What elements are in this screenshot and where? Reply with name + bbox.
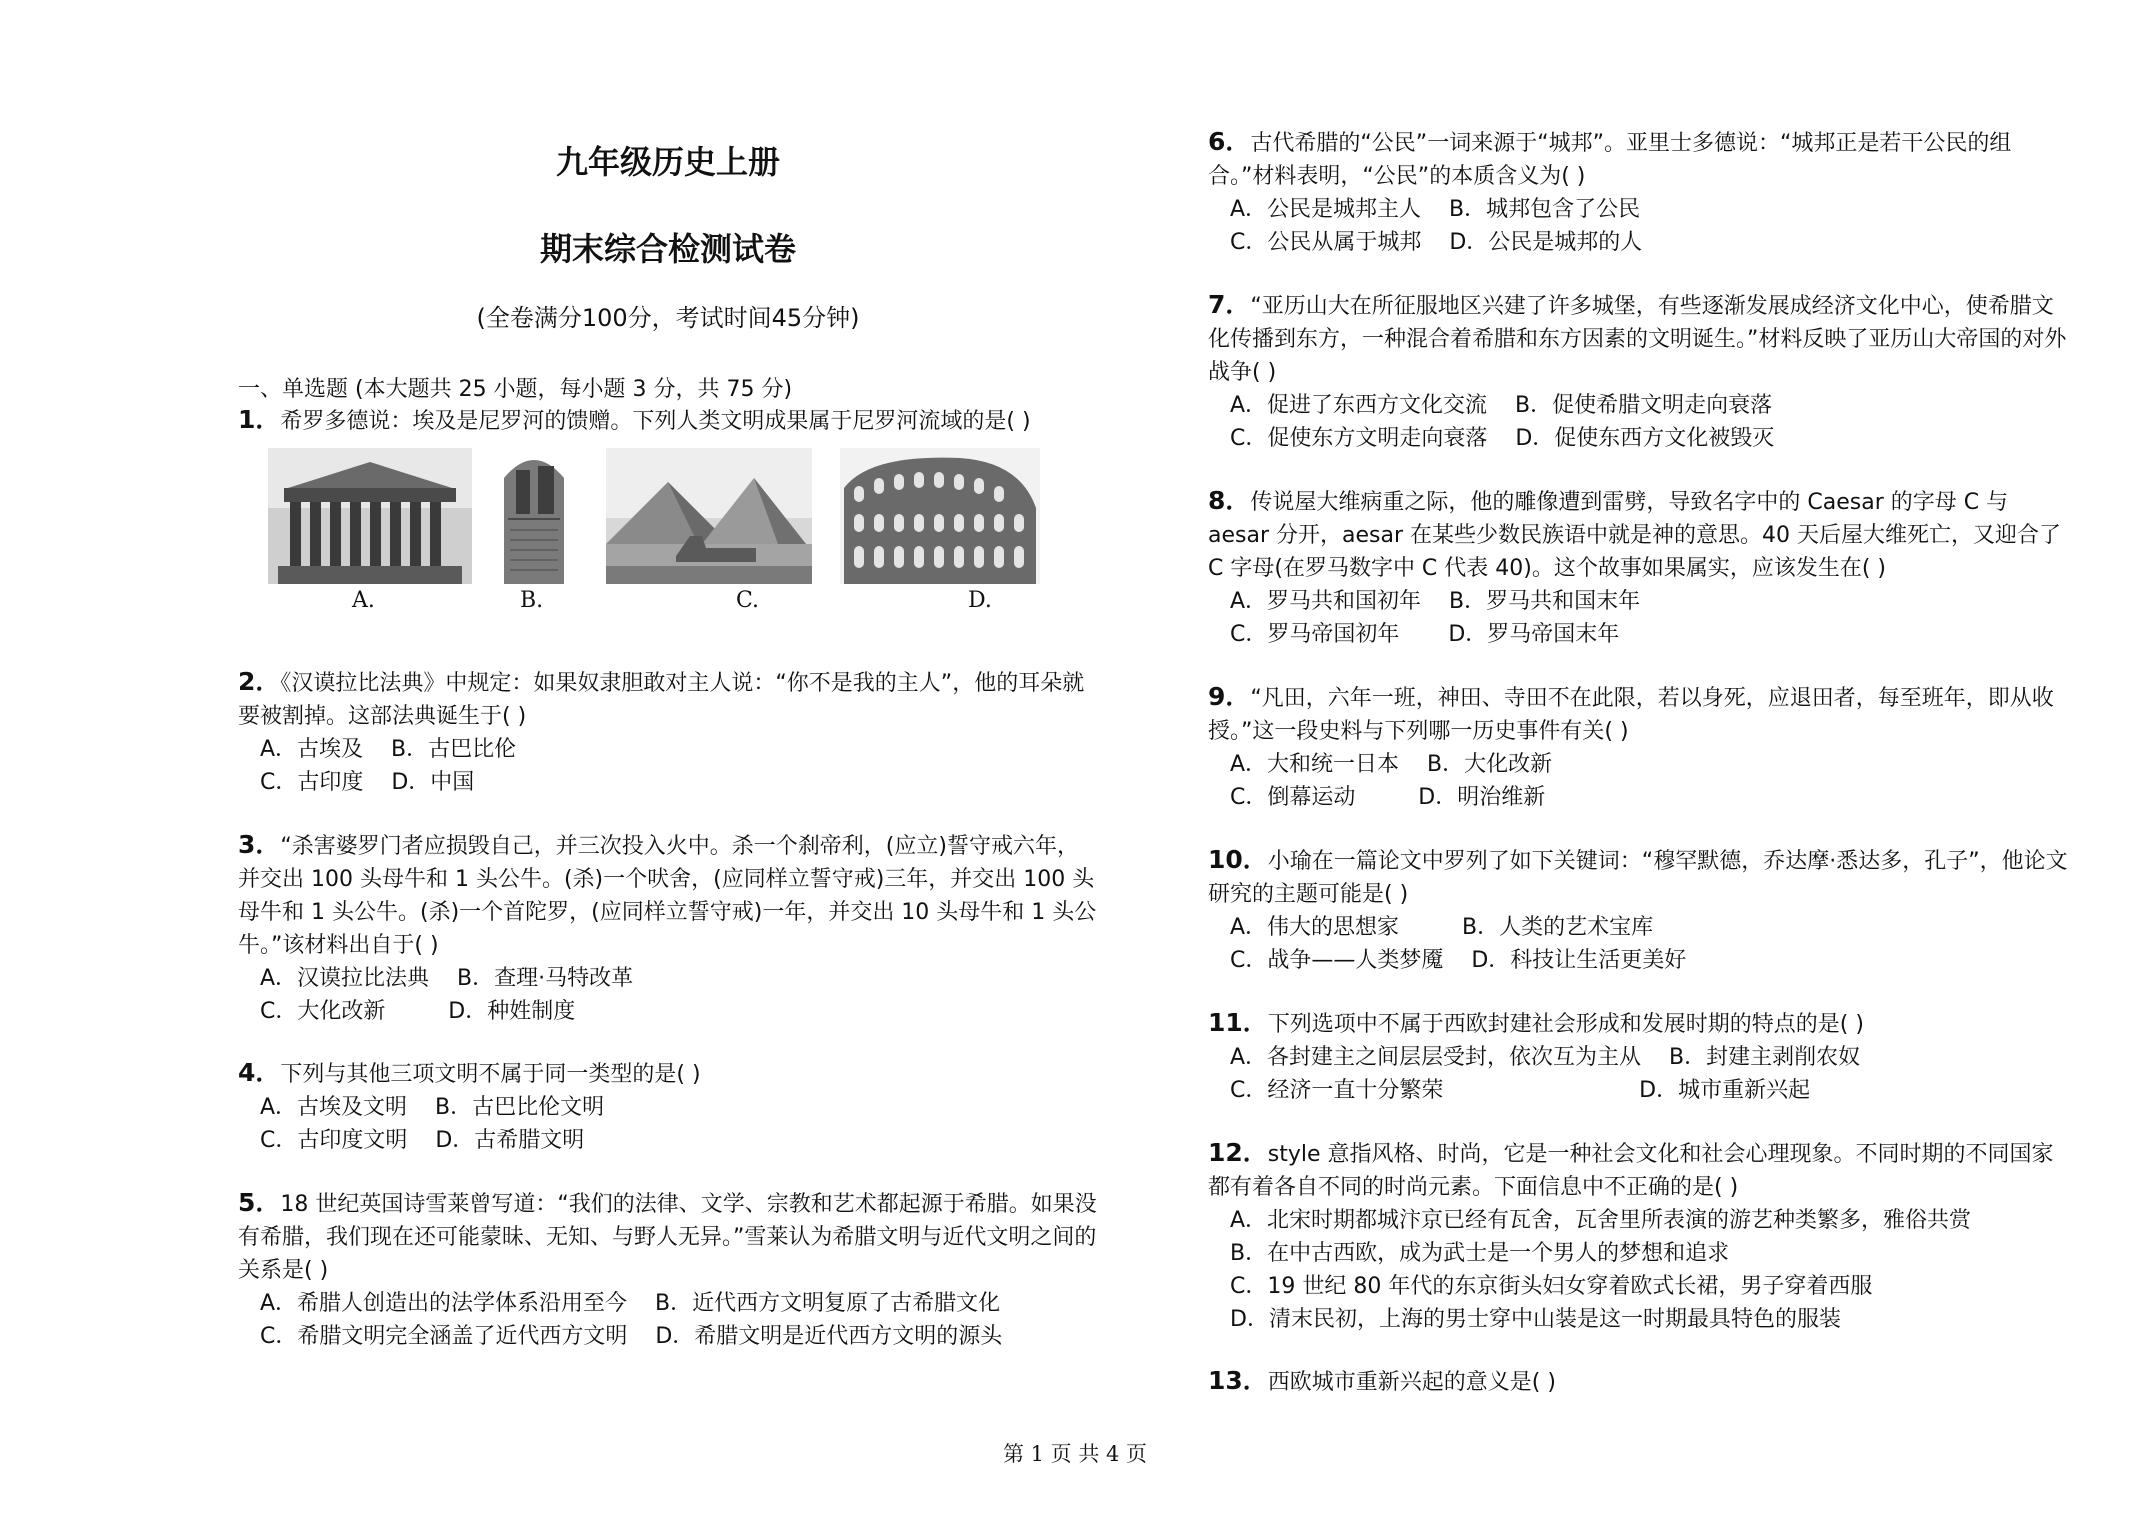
question-text: 古代希腊的“公民”一词来源于“城邦”。亚里士多德说：“城邦正是若干公民的组合。”材料表明，“公民”的本质含义为( ) xyxy=(1208,131,2012,189)
picture-label-d: D. xyxy=(968,588,992,613)
question-11 xyxy=(1208,1006,2068,1107)
options-row-1: A．伟大的思想家 B．人类的艺术宝库 xyxy=(1230,915,1654,940)
question-number: 3． xyxy=(238,830,281,859)
question-4 xyxy=(238,1056,1098,1157)
question-number: 2． xyxy=(238,667,281,696)
question-8 xyxy=(1208,484,2068,651)
options-row-1: A．希腊人创造出的法学体系沿用至今 B．近代西方文明复原了古希腊文化 xyxy=(260,1291,1001,1316)
section-heading: 一、单选题 (本大题共 25 小题，每小题 3 分，共 75 分) xyxy=(238,377,793,402)
options-row-2: C．罗马帝国初年 D．罗马帝国末年 xyxy=(1230,622,1620,647)
exam-subtitle-title: 期末综合检测试卷 xyxy=(539,230,796,268)
question-text: 西欧城市重新兴起的意义是( ) xyxy=(1267,1370,1556,1395)
picture-label-a: A. xyxy=(352,588,375,613)
options-row-3: C．19 世纪 80 年代的东京街头妇女穿着欧式长裙，男子穿着西服 xyxy=(1230,1274,1873,1299)
question-number: 4． xyxy=(238,1058,281,1087)
question-10 xyxy=(1208,843,2068,977)
question-number: 11． xyxy=(1208,1008,1268,1037)
question-number: 8． xyxy=(1208,486,1251,515)
options-row-2: C．大化改新 D．种姓制度 xyxy=(260,999,576,1024)
question-1-pictures xyxy=(268,448,1048,618)
question-text: style 意指风格、时尚，它是一种社会文化和社会心理现象。不同时期的不同国家都有着各自不同的时尚元素。下面信息中不正确的是( ) xyxy=(1208,1142,2054,1200)
question-text: “杀害婆罗门者应损毁自己，并三次投入火中。杀一个刹帝利，(应立)誓守戒六年，并交出 100 头母牛和 1 头公牛。(杀)一个吠舍，(应同样立誓守戒)三年，并交出 100 头母牛和 1 头公牛。(杀)一个首陀罗，(应同样立誓守戒)一年，并交出 10 头母牛和 1 头公牛。”该材料出自于( ) xyxy=(238,834,1097,958)
question-text: 传说屋大维病重之际，他的雕像遭到雷劈，导致名字中的 Caesar 的字母 C 与 aesar 分开，aesar 在某些少数民族语中就是神的意思。40 天后屋大维死亡，又迎合了 C 字母(在罗马数字中 C 代表 40)。这个故事如果属实，应该发生在( ) xyxy=(1208,490,2061,581)
question-number: 10． xyxy=(1208,845,1268,874)
options-row-4: D．清末民初，上海的男士穿中山装是这一时期最具特色的服装 xyxy=(1230,1307,1841,1332)
question-7 xyxy=(1208,288,2068,455)
options-row-1: A．汉谟拉比法典 B．查理·马特改革 xyxy=(260,966,634,991)
question-6 xyxy=(1208,125,2068,259)
options-row-2: C．经济一直十分繁荣 D．城市重新兴起 xyxy=(1230,1078,1811,1103)
options-row-2: C．战争——人类梦魇 D．科技让生活更美好 xyxy=(1230,948,1687,973)
exam-title: 九年级历史上册 xyxy=(555,143,780,181)
question-1 xyxy=(238,403,1098,438)
colosseum-image xyxy=(840,448,1040,584)
options-row-2: C．古印度文明 D．古希腊文明 xyxy=(260,1128,585,1153)
question-9 xyxy=(1208,680,2068,814)
question-number: 9． xyxy=(1208,682,1251,711)
parthenon-image xyxy=(268,448,472,584)
options-row-1: A．促进了东西方文化交流 B．促使希腊文明走向衰落 xyxy=(1230,393,1773,418)
options-row-2: C．希腊文明完全涵盖了近代西方文明 D．希腊文明是近代西方文明的源头 xyxy=(260,1324,1003,1349)
picture-label-b: B. xyxy=(520,588,544,613)
options-row-1: A．北宋时期都城汴京已经有瓦舍，瓦舍里所表演的游艺种类繁多，雅俗共赏 xyxy=(1230,1208,1972,1233)
options-row-1: A．各封建主之间层层受封，依次互为主从 B．封建主剥削农奴 xyxy=(1230,1045,1861,1070)
options-row-1: A．罗马共和国初年 B．罗马共和国末年 xyxy=(1230,589,1641,614)
options-row-1: A．古埃及 B．古巴比伦 xyxy=(260,737,517,762)
page-footer: 第 1 页 共 4 页 xyxy=(1002,1442,1148,1466)
question-text: 下列与其他三项文明不属于同一类型的是( ) xyxy=(280,1062,701,1087)
picture-label-c: C. xyxy=(736,588,760,613)
question-text: 小瑜在一篇论文中罗列了如下关键词：“穆罕默德，乔达摩·悉达多，孔子”，他论文研究的主题可能是( ) xyxy=(1208,849,2068,907)
question-13 xyxy=(1208,1364,2068,1399)
question-3 xyxy=(238,828,1098,1028)
question-text: 希罗多德说：埃及是尼罗河的馈赠。下列人类文明成果属于尼罗河流域的是( ) xyxy=(280,409,1031,434)
question-number: 1． xyxy=(238,405,281,434)
question-text: 《汉谟拉比法典》中规定：如果奴隶胆敢对主人说：“你不是我的主人”，他的耳朵就要被割掉。这部法典诞生于( ) xyxy=(238,671,1085,729)
options-row-2: C．促使东方文明走向衰落 D．促使东西方文化被毁灭 xyxy=(1230,426,1775,451)
question-text: 下列选项中不属于西欧封建社会形成和发展时期的特点的是( ) xyxy=(1267,1012,1864,1037)
question-number: 6． xyxy=(1208,127,1251,156)
options-row-2: C．古印度 D．中国 xyxy=(260,770,475,795)
question-number: 12． xyxy=(1208,1138,1268,1167)
exam-info: (全卷满分100分，考试时间45分钟) xyxy=(476,304,860,332)
question-text: “亚历山大在所征服地区兴建了许多城堡，有些逐渐发展成经济文化中心，使希腊文化传播到东方，一种混合着希腊和东方因素的文明诞生。”材料反映了亚历山大帝国的对外战争( ) xyxy=(1208,294,2067,385)
options-row-1: A．古埃及文明 B．古巴比伦文明 xyxy=(260,1095,605,1120)
question-number: 5． xyxy=(238,1188,281,1217)
question-number: 13． xyxy=(1208,1366,1268,1395)
hammurabi-stele-image xyxy=(490,448,578,584)
options-row-1: A．公民是城邦主人 B．城邦包含了公民 xyxy=(1230,197,1641,222)
question-2 xyxy=(238,665,1098,799)
options-row-2: B．在中古西欧，成为武士是一个男人的梦想和追求 xyxy=(1230,1241,1730,1266)
pyramids-sphinx-image xyxy=(606,448,812,584)
question-5 xyxy=(238,1186,1098,1353)
options-row-2: C．倒幕运动 D．明治维新 xyxy=(1230,785,1546,810)
question-12 xyxy=(1208,1136,2068,1336)
question-number: 7． xyxy=(1208,290,1251,319)
question-text: 18 世纪英国诗雪莱曾写道：“我们的法律、文学、宗教和艺术都起源于希腊。如果没有希腊，我们现在还可能蒙昧、无知、与野人无异。”雪莱认为希腊文明与近代文明之间的关系是( ) xyxy=(238,1192,1097,1283)
options-row-2: C．公民从属于城邦 D．公民是城邦的人 xyxy=(1230,230,1643,255)
options-row-1: A．大和统一日本 B．大化改新 xyxy=(1230,752,1553,777)
question-text: “凡田，六年一班，神田、寺田不在此限，若以身死，应退田者，每至班年，即从收授。”这一段史料与下列哪一历史事件有关( ) xyxy=(1208,686,2054,744)
